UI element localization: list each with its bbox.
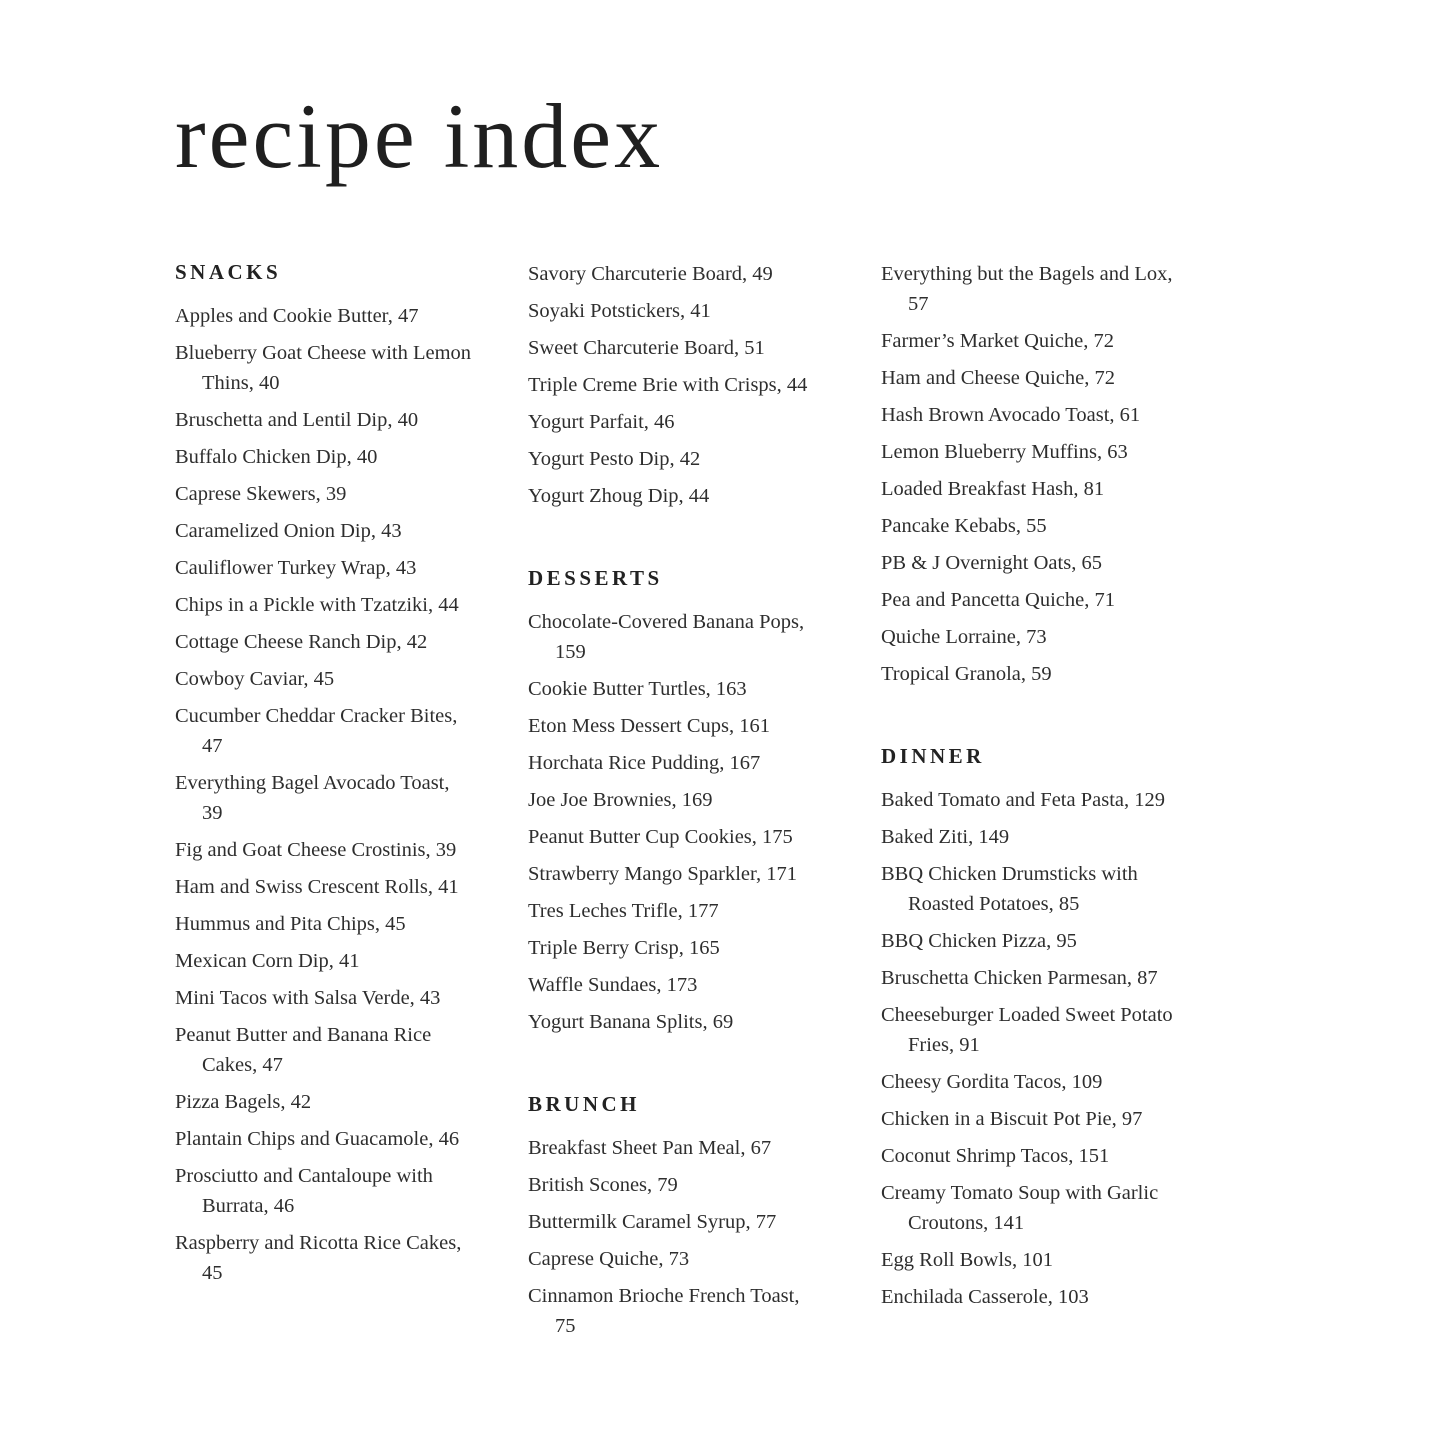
index-entry: BBQ Chicken Pizza, 95 — [881, 930, 1077, 953]
section-header: BRUNCH — [528, 1092, 641, 1117]
index-entry: Farmer’s Market Quiche, 72 — [881, 330, 1115, 353]
index-entry: PB & J Overnight Oats, 65 — [881, 552, 1102, 575]
index-entry: Tres Leches Trifle, 177 — [528, 900, 719, 923]
index-entry: Baked Tomato and Feta Pasta, 129 — [881, 789, 1165, 812]
index-entry: Coconut Shrimp Tacos, 151 — [881, 1145, 1110, 1168]
index-entry: Triple Creme Brie with Crisps, 44 — [528, 374, 808, 397]
index-columns — [175, 259, 1445, 1348]
index-entry: Cowboy Caviar, 45 — [175, 668, 335, 691]
index-entry: Peanut Butter Cup Cookies, 175 — [528, 826, 793, 849]
index-entry: Mini Tacos with Salsa Verde, 43 — [175, 987, 441, 1010]
index-entry: Soyaki Potstickers, 41 — [528, 300, 711, 323]
index-entry: Triple Berry Crisp, 165 — [528, 937, 720, 960]
index-entry: Ham and Swiss Crescent Rolls, 41 — [175, 876, 459, 899]
index-column-3 — [881, 259, 1178, 1319]
index-entry: Apples and Cookie Butter, 47 — [175, 305, 419, 328]
index-entry: Prosciutto and Cantaloupe with Burrata, 46 — [175, 1165, 433, 1218]
index-entry: Pizza Bagels, 42 — [175, 1091, 312, 1114]
index-entry: Mexican Corn Dip, 41 — [175, 950, 360, 973]
index-entry: Horchata Rice Pudding, 167 — [528, 752, 761, 775]
index-entry: Bruschetta and Lentil Dip, 40 — [175, 409, 419, 432]
index-entry: Creamy Tomato Soup with Garlic Croutons, 141 — [881, 1182, 1159, 1235]
index-entry: Lemon Blueberry Muffins, 63 — [881, 441, 1128, 464]
index-entry: Cinnamon Brioche French Toast, 75 — [528, 1285, 800, 1338]
index-entry: Fig and Goat Cheese Crostinis, 39 — [175, 839, 457, 862]
index-entry: Caprese Skewers, 39 — [175, 483, 347, 506]
index-entry: Buttermilk Caramel Syrup, 77 — [528, 1211, 777, 1234]
index-entry: Yogurt Parfait, 46 — [528, 411, 675, 434]
index-entry: Everything but the Bagels and Lox, 57 — [881, 263, 1173, 316]
index-entry: Cottage Cheese Ranch Dip, 42 — [175, 631, 428, 654]
index-entry: Raspberry and Ricotta Rice Cakes, 45 — [175, 1232, 462, 1285]
index-entry: Caramelized Onion Dip, 43 — [175, 520, 402, 543]
index-entry: Plantain Chips and Guacamole, 46 — [175, 1128, 460, 1151]
index-entry: Sweet Charcuterie Board, 51 — [528, 337, 765, 360]
page-title: recipe index — [175, 85, 664, 187]
index-entry: Everything Bagel Avocado Toast, 39 — [175, 772, 450, 825]
index-entry: Cookie Butter Turtles, 163 — [528, 678, 747, 701]
index-entry: Pea and Pancetta Quiche, 71 — [881, 589, 1115, 612]
index-entry: Blueberry Goat Cheese with Lemon Thins, 40 — [175, 342, 472, 395]
index-entry: Enchilada Casserole, 103 — [881, 1286, 1089, 1309]
index-entry: Cucumber Cheddar Cracker Bites, 47 — [175, 705, 458, 758]
index-entry: Tropical Granola, 59 — [881, 663, 1052, 686]
index-entry: Ham and Cheese Quiche, 72 — [881, 367, 1115, 390]
index-entry: Savory Charcuterie Board, 49 — [528, 263, 773, 286]
index-entry: Yogurt Pesto Dip, 42 — [528, 448, 701, 471]
index-column-1 — [175, 259, 472, 1295]
index-entry: Hummus and Pita Chips, 45 — [175, 913, 406, 936]
index-entry: British Scones, 79 — [528, 1174, 678, 1197]
section-header: SNACKS — [175, 260, 282, 285]
index-entry: Eton Mess Dessert Cups, 161 — [528, 715, 771, 738]
index-entry: Egg Roll Bowls, 101 — [881, 1249, 1053, 1272]
index-entry: Chicken in a Biscuit Pot Pie, 97 — [881, 1108, 1143, 1131]
index-entry: Cheeseburger Loaded Sweet Potato Fries, 91 — [881, 1004, 1173, 1057]
index-entry: Chocolate-Covered Banana Pops, 159 — [528, 611, 805, 664]
index-entry: Breakfast Sheet Pan Meal, 67 — [528, 1137, 772, 1160]
section-header: DESSERTS — [528, 566, 663, 591]
index-entry: Yogurt Zhoug Dip, 44 — [528, 485, 710, 508]
index-entry: Caprese Quiche, 73 — [528, 1248, 690, 1271]
index-entry: BBQ Chicken Drumsticks with Roasted Potatoes, 85 — [881, 863, 1138, 916]
index-entry: Quiche Lorraine, 73 — [881, 626, 1047, 649]
index-entry: Chips in a Pickle with Tzatziki, 44 — [175, 594, 459, 617]
section-header: DINNER — [881, 744, 985, 769]
index-entry: Strawberry Mango Sparkler, 171 — [528, 863, 798, 886]
index-column-2 — [528, 259, 825, 1348]
index-entry: Bruschetta Chicken Parmesan, 87 — [881, 967, 1158, 990]
index-entry: Peanut Butter and Banana Rice Cakes, 47 — [175, 1024, 432, 1077]
index-entry: Cauliflower Turkey Wrap, 43 — [175, 557, 417, 580]
index-entry: Pancake Kebabs, 55 — [881, 515, 1047, 538]
index-entry: Waffle Sundaes, 173 — [528, 974, 698, 997]
index-entry: Joe Joe Brownies, 169 — [528, 789, 713, 812]
index-entry: Yogurt Banana Splits, 69 — [528, 1011, 734, 1034]
index-entry: Baked Ziti, 149 — [881, 826, 1010, 849]
index-entry: Hash Brown Avocado Toast, 61 — [881, 404, 1141, 427]
index-entry: Loaded Breakfast Hash, 81 — [881, 478, 1105, 501]
index-entry: Cheesy Gordita Tacos, 109 — [881, 1071, 1103, 1094]
index-entry: Buffalo Chicken Dip, 40 — [175, 446, 378, 469]
